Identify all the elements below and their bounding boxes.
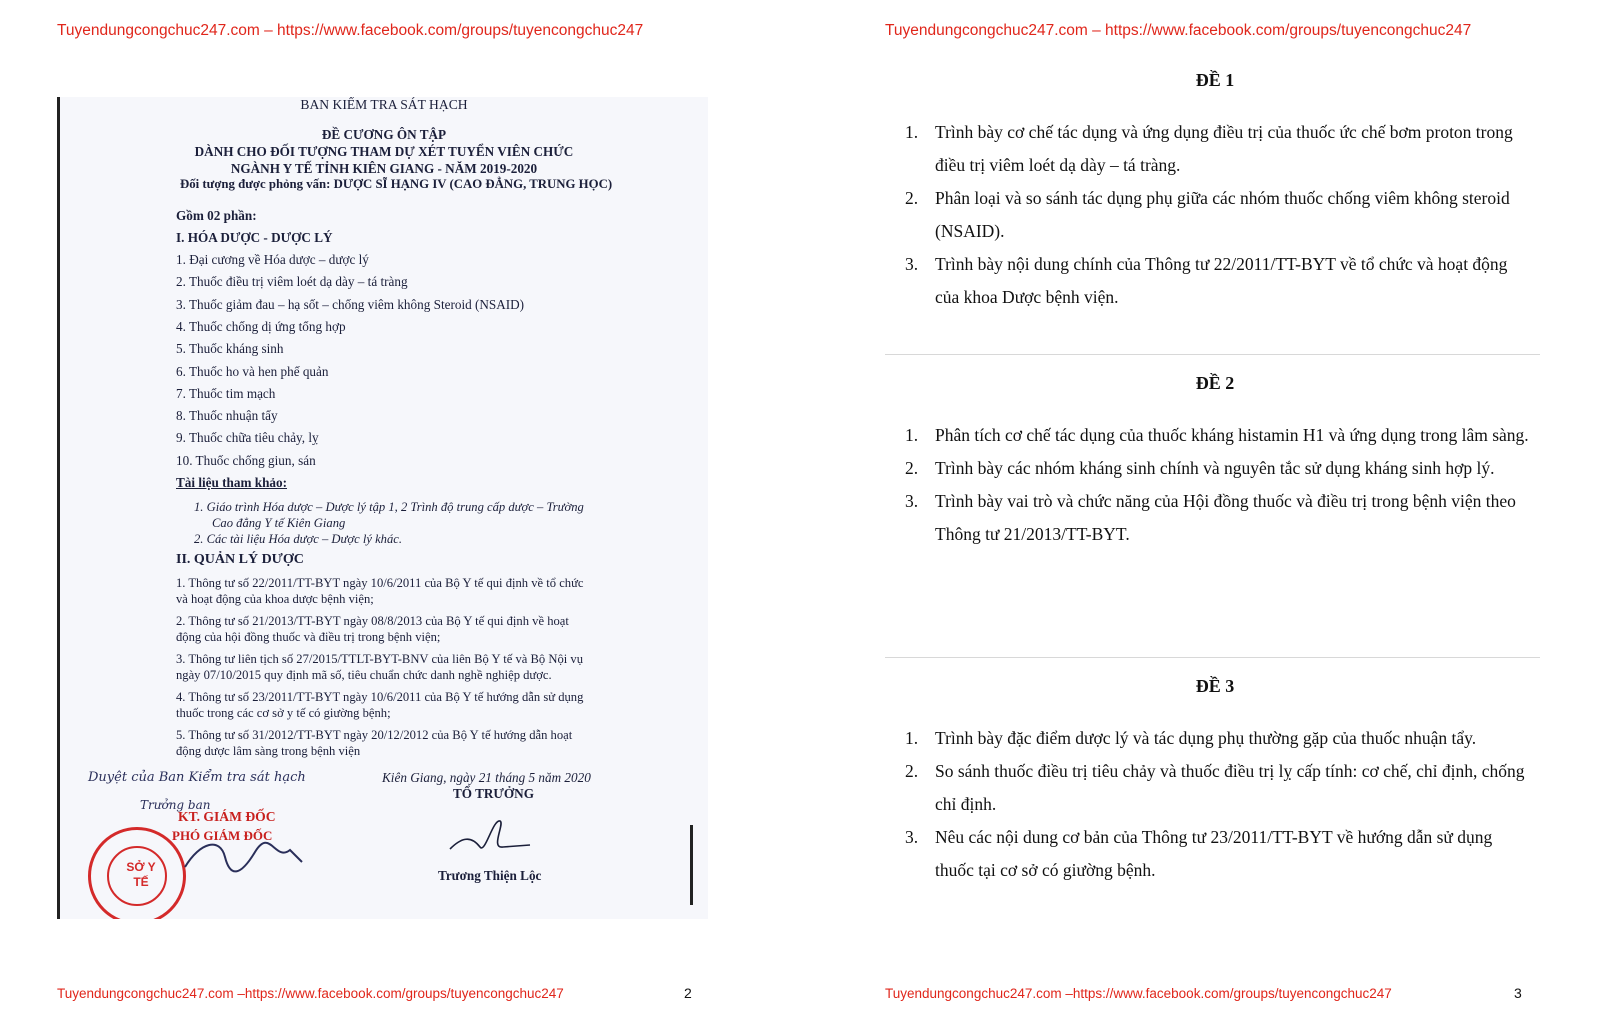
question-item: 2. Phân loại và so sánh tác dụng phụ giữa các nhóm thuốc chống viêm không steroid (NSAID). — [905, 188, 1510, 241]
board-name: BAN KIỂM TRA SÁT HẠCH — [300, 97, 468, 112]
scan-edge-mark — [690, 825, 693, 905]
question-list — [905, 722, 1533, 887]
section1-title: I. HÓA DƯỢC - DƯỢC LÝ — [176, 230, 333, 245]
question-item: 1. Trình bày đặc điểm dược lý và tác dụng phụ thường gặp của thuốc nhuận tẩy. — [905, 728, 1477, 748]
handwritten-role: Trưởng ban — [140, 798, 211, 812]
divider — [885, 657, 1540, 658]
right-page — [830, 0, 1600, 1015]
section1-item: 7. Thuốc tim mạch — [176, 386, 276, 401]
footer-link[interactable]: Tuyendungcongchuc247.com –https://www.facebook.com/groups/tuyencongchuc247 — [885, 986, 1392, 1001]
director-signature — [180, 832, 310, 882]
stamp-text: SỞ Y TẾ — [126, 860, 156, 889]
section2-title: II. QUẢN LÝ DƯỢC — [176, 552, 304, 567]
question-list — [905, 116, 1533, 314]
section1-item: 2. Thuốc điều trị viêm loét dạ dày – tá tràng — [176, 274, 408, 289]
reference-item: 1. Giáo trình Hóa dược – Dược lý tập 1, 2 Trình độ trung cấp dược – Trường — [194, 500, 584, 514]
section2-item-cont: động dược lâm sàng trong bệnh viện — [176, 744, 361, 758]
page-number: 2 — [684, 985, 692, 1001]
question-item: 3. Nêu các nội dung cơ bản của Thông tư 23/2011/TT-BYT về hướng dẫn sử dụng thuốc tại cơ sở có giường bệnh. — [905, 827, 1493, 880]
header-link[interactable]: Tuyendungcongchuc247.com – https://www.facebook.com/groups/tuyencongchuc247 — [57, 22, 644, 39]
exam-title: ĐỀ 1 — [1195, 70, 1235, 90]
section2-item-cont: động của hội đồng thuốc và điều trị trong bệnh viện; — [176, 630, 441, 644]
page-number: 3 — [1514, 985, 1522, 1001]
section2-item-cont: ngày 07/10/2015 quy định mã số, tiêu chuẩn chức danh nghề nghiệp dược. — [176, 668, 552, 682]
official-stamp — [88, 827, 186, 919]
exam-title: ĐỀ 2 — [1195, 373, 1235, 393]
section2-item: 2. Thông tư số 21/2013/TT-BYT ngày 08/8/2013 của Bộ Y tế qui định về hoạt — [176, 614, 569, 628]
signer-name: Trương Thiện Lộc — [438, 868, 542, 883]
parts-label: Gồm 02 phần: — [176, 208, 257, 223]
question-item: 3. Trình bày vai trò và chức năng của Hội đồng thuốc và điều trị trong bệnh viện theo Thông tư 21/2013/TT-BYT. — [905, 491, 1516, 544]
footer-link[interactable]: Tuyendungcongchuc247.com –https://www.facebook.com/groups/tuyencongchuc247 — [57, 986, 564, 1001]
handwritten-approval: Duyệt của Ban Kiểm tra sát hạch — [88, 770, 306, 785]
divider — [885, 354, 1540, 355]
references-title: Tài liệu tham khảo: — [176, 475, 288, 490]
question-item: 1. Phân tích cơ chế tác dụng của thuốc kháng histamin H1 và ứng dụng trong lâm sàng. — [905, 425, 1529, 445]
leader-signature — [445, 809, 535, 864]
section2-item: 3. Thông tư liên tịch số 27/2015/TTLT-BYT-BNV của liên Bộ Y tế và Bộ Nội vụ — [176, 652, 584, 666]
outline-title: ĐỀ CƯƠNG ÔN TẬP — [321, 127, 447, 142]
outline-sector: NGÀNH Y TẾ TỈNH KIÊN GIANG - NĂM 2019-2020 — [230, 161, 538, 176]
section1-item: 3. Thuốc giảm đau – hạ sốt – chống viêm không Steroid (NSAID) — [176, 297, 525, 312]
reference-item-cont: Cao đẳng Y tế Kiên Giang — [212, 516, 346, 530]
question-item: 1. Trình bày cơ chế tác dụng và ứng dụng điều trị của thuốc ức chế bơm proton trong điều trị viêm loét dạ dày – tá tràng. — [905, 122, 1513, 175]
section1-item: 9. Thuốc chữa tiêu chảy, lỵ — [176, 430, 319, 445]
question-item: 3. Trình bày nội dung chính của Thông tư 22/2011/TT-BYT về tổ chức và hoạt động của khoa Dược bệnh viện. — [905, 254, 1508, 307]
deputy-director-title: PHÓ GIÁM ĐỐC — [172, 828, 273, 843]
outline-subject: Đối tượng được phỏng vấn: DƯỢC SĨ HẠNG IV (CAO ĐẲNG, TRUNG HỌC) — [180, 177, 613, 191]
question-item: 2. Trình bày các nhóm kháng sinh chính và nguyên tắc sử dụng kháng sinh hợp lý. — [905, 458, 1495, 478]
section1-item: 6. Thuốc ho và hen phế quản — [176, 364, 329, 379]
section1-item: 1. Đại cương về Hóa dược – dược lý — [176, 252, 369, 267]
director-title: KT. GIÁM ĐỐC — [178, 809, 276, 824]
question-item: 2. So sánh thuốc điều trị tiêu chảy và thuốc điều trị lỵ cấp tính: cơ chế, chỉ định, chống chỉ định. — [905, 761, 1525, 814]
section2-item-cont: và hoạt động của khoa dược bệnh viện; — [176, 592, 374, 606]
leader-title: TỔ TRƯỞNG — [453, 786, 534, 801]
section2-item: 4. Thông tư số 23/2011/TT-BYT ngày 10/6/2011 của Bộ Y tế hướng dẫn sử dụng — [176, 690, 584, 704]
outline-subtitle: DÀNH CHO ĐỐI TƯỢNG THAM DỰ XÉT TUYỂN VIÊN CHỨC — [194, 144, 574, 159]
section1-item: 4. Thuốc chống dị ứng tổng hợp — [176, 319, 346, 334]
signing-date: Kiên Giang, ngày 21 tháng 5 năm 2020 — [382, 770, 591, 785]
section2-item: 5. Thông tư số 31/2012/TT-BYT ngày 20/12/2012 của Bộ Y tế hướng dẫn hoạt — [176, 728, 573, 742]
section1-item: 5. Thuốc kháng sinh — [176, 341, 284, 356]
section2-item: 1. Thông tư số 22/2011/TT-BYT ngày 10/6/2011 của Bộ Y tế qui định về tổ chức — [176, 576, 584, 590]
section1-item: 8. Thuốc nhuận tẩy — [176, 408, 278, 423]
section2-item-cont: thuốc trong các cơ sở y tế có giường bệnh; — [176, 706, 391, 720]
question-list — [905, 419, 1533, 551]
exam-title: ĐỀ 3 — [1195, 676, 1235, 696]
section1-item: 10. Thuốc chống giun, sán — [176, 453, 316, 468]
reference-item: 2. Các tài liệu Hóa dược – Dược lý khác. — [194, 532, 402, 546]
scanned-document — [57, 97, 708, 919]
header-link[interactable]: Tuyendungcongchuc247.com – https://www.facebook.com/groups/tuyencongchuc247 — [885, 22, 1472, 39]
